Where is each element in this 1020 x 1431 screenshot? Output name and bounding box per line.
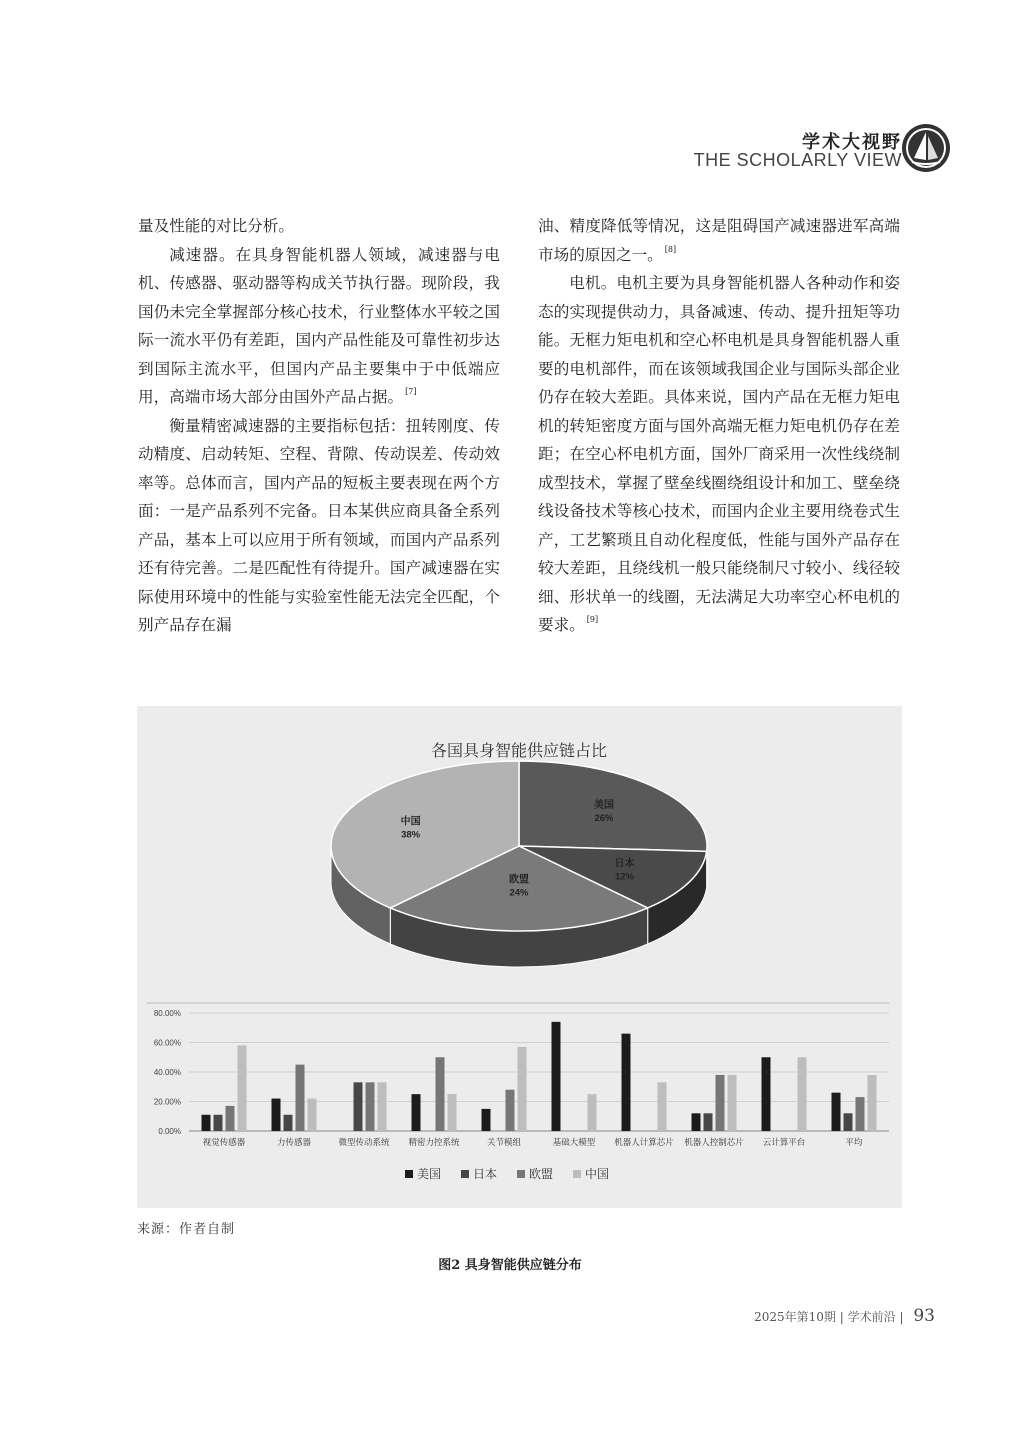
legend-swatch-欧盟 (517, 1170, 525, 1178)
legend-swatch-中国 (573, 1170, 581, 1178)
reference-mark: [8] (664, 244, 677, 254)
bar-中国-微型传动系统 (378, 1082, 387, 1131)
bar-美国-精密力控系统 (412, 1094, 421, 1131)
header-cn-title: 学术大视野 (802, 132, 902, 153)
pie-label-value: 26% (594, 812, 614, 824)
y-tick-label: 80.00% (153, 1009, 181, 1018)
figure-source: 来源：作者自制 (137, 1222, 236, 1237)
pie-label-value: 38% (401, 829, 421, 841)
bar-日本-微型传动系统 (354, 1082, 363, 1131)
bar-中国-关节模组 (518, 1047, 527, 1131)
reference-mark: [9] (586, 615, 599, 624)
y-tick-label: 20.00% (153, 1097, 181, 1107)
bar-中国-基础大模型 (588, 1094, 597, 1131)
left-column (138, 212, 500, 640)
bar-美国-云计算平台 (762, 1057, 771, 1131)
bar-日本-平均 (844, 1113, 853, 1131)
bar-欧盟-关节模组 (506, 1090, 515, 1131)
x-tick-label: 机器人控制芯片 (684, 1137, 744, 1147)
pie-chart-title: 各国具身智能供应链占比 (430, 743, 608, 760)
x-tick-label: 机器人计算芯片 (614, 1137, 674, 1147)
x-tick-label: 平均 (845, 1137, 863, 1147)
bar-中国-视觉传感器 (238, 1045, 247, 1131)
bar-美国-基础大模型 (552, 1022, 561, 1131)
reference-mark: [7] (405, 387, 417, 396)
x-tick-label: 微型传动系统 (338, 1137, 390, 1147)
bar-欧盟-机器人控制芯片 (716, 1075, 725, 1131)
bar-中国-精密力控系统 (448, 1094, 457, 1131)
figure-charts (137, 706, 902, 1208)
bar-美国-平均 (832, 1093, 841, 1131)
paragraph: 电机。电机主要为具身智能机器人各种动作和姿态的实现提供动力，具备减速、传动、提升扭矩等功能。无框力矩电机和空心杯电机是具身智能机器人重要的电机部件，而在该领域我国企业与国际头部企业仍存在较大差距。具体来说，国内产品在无框力矩电机的转矩密度方面与国外高端无框力矩电机仍存在差距；在空心杯电机方面，国外厂商采用一次性线绕制成型技术，掌握了壁垒线圈绕组设计和加工、壁垒绕线设备技术等核心技术，而国内企业主要用绕卷式生产，工艺繁琐且自动化程度低，性能与国外产品存在较大差距，且绕线机一般只能绕制尺寸较小、线径较细、形状单一的线圈，无法满足大功率空心杯电机的要求。 [9] (538, 274, 900, 634)
right-column (538, 212, 900, 640)
bar-中国-机器人控制芯片 (728, 1075, 737, 1131)
pie-label-name: 美国 (593, 799, 614, 811)
pie-label-value: 24% (509, 887, 529, 899)
figure-caption: 图2 具身智能供应链分布 (438, 1258, 582, 1273)
bar-日本-机器人控制芯片 (704, 1113, 713, 1131)
x-tick-label: 力传感器 (276, 1137, 312, 1147)
bar-日本-视觉传感器 (214, 1115, 223, 1131)
bar-美国-视觉传感器 (202, 1115, 211, 1131)
footer-issue: 2025年第10期 (754, 1310, 836, 1324)
y-tick-label: 0.00% (158, 1127, 181, 1136)
x-tick-label: 云计算平台 (762, 1137, 806, 1147)
paragraph: 减速器。在具身智能机器人领域，减速器与电机、传感器、驱动器等构成关节执行器。现阶段，我国仍未完全掌握部分核心技术，行业整体水平较之国际一流水平仍有差距，国内产品性能及可靠性初步达到国际主流水平，但国内产品主要集中于中低端应用，高端市场大部分由国外产品占据。 [7] (138, 245, 500, 406)
pie-label-name: 中国 (400, 816, 421, 828)
legend-label: 中国 (585, 1167, 610, 1181)
legend-label: 欧盟 (529, 1167, 554, 1181)
x-tick-label: 视觉传感器 (202, 1137, 246, 1147)
bar-欧盟-微型传动系统 (366, 1082, 375, 1131)
bar-中国-云计算平台 (798, 1057, 807, 1131)
footer-separator: | (839, 1310, 844, 1324)
paragraph: 油、精度降低等情况，这是阻碍国产减速器进军高端市场的原因之一。 [8] (538, 217, 900, 264)
x-tick-label: 精密力控系统 (408, 1137, 460, 1147)
pie-label-name: 欧盟 (509, 874, 529, 886)
header-en-title: THE SCHOLARLY VIEW (693, 150, 902, 170)
bar-美国-力传感器 (272, 1099, 281, 1131)
bar-欧盟-力传感器 (296, 1065, 305, 1131)
page-number: 93 (913, 1306, 935, 1326)
bar-欧盟-精密力控系统 (436, 1057, 445, 1131)
footer-separator: | (899, 1310, 904, 1324)
bar-欧盟-平均 (856, 1097, 865, 1131)
page-footer (754, 1306, 935, 1326)
legend-swatch-日本 (461, 1170, 469, 1178)
bar-美国-机器人控制芯片 (692, 1113, 701, 1131)
legend-label: 日本 (473, 1167, 498, 1181)
paragraph: 衡量精密减速器的主要指标包括：扭转刚度、传动精度、启动转矩、空程、背隙、传动误差、传动效率等。总体而言，国内产品的短板主要表现在两个方面：一是产品系列不完备。日本某供应商具备全系列产品，基本上可以应用于所有领域，而国内产品系列还有待完善。二是匹配性有待提升。国产减速器在实际使用环境中的性能与实验室性能无法完全匹配，个别产品存在漏 (138, 416, 500, 634)
bar-欧盟-视觉传感器 (226, 1106, 235, 1131)
x-tick-label: 基础大模型 (552, 1137, 596, 1147)
figure-panel (137, 706, 902, 1208)
paragraph: 量及性能的对比分析。 (138, 217, 294, 235)
journal-logo-icon (900, 122, 952, 174)
bar-美国-关节模组 (482, 1109, 491, 1131)
pie-label-value: 12% (614, 871, 634, 883)
footer-journal: 学术前沿 (847, 1310, 896, 1324)
bar-中国-机器人计算芯片 (658, 1082, 667, 1131)
pie-label-name: 日本 (614, 858, 635, 870)
bar-美国-机器人计算芯片 (622, 1034, 631, 1131)
bar-中国-平均 (868, 1075, 877, 1131)
legend-swatch-美国 (405, 1170, 413, 1178)
legend-label: 美国 (417, 1167, 442, 1181)
bar-日本-力传感器 (284, 1115, 293, 1131)
x-tick-label: 关节模组 (486, 1137, 522, 1147)
y-tick-label: 40.00% (153, 1068, 181, 1077)
bar-中国-力传感器 (308, 1099, 317, 1131)
y-tick-label: 60.00% (153, 1038, 181, 1048)
